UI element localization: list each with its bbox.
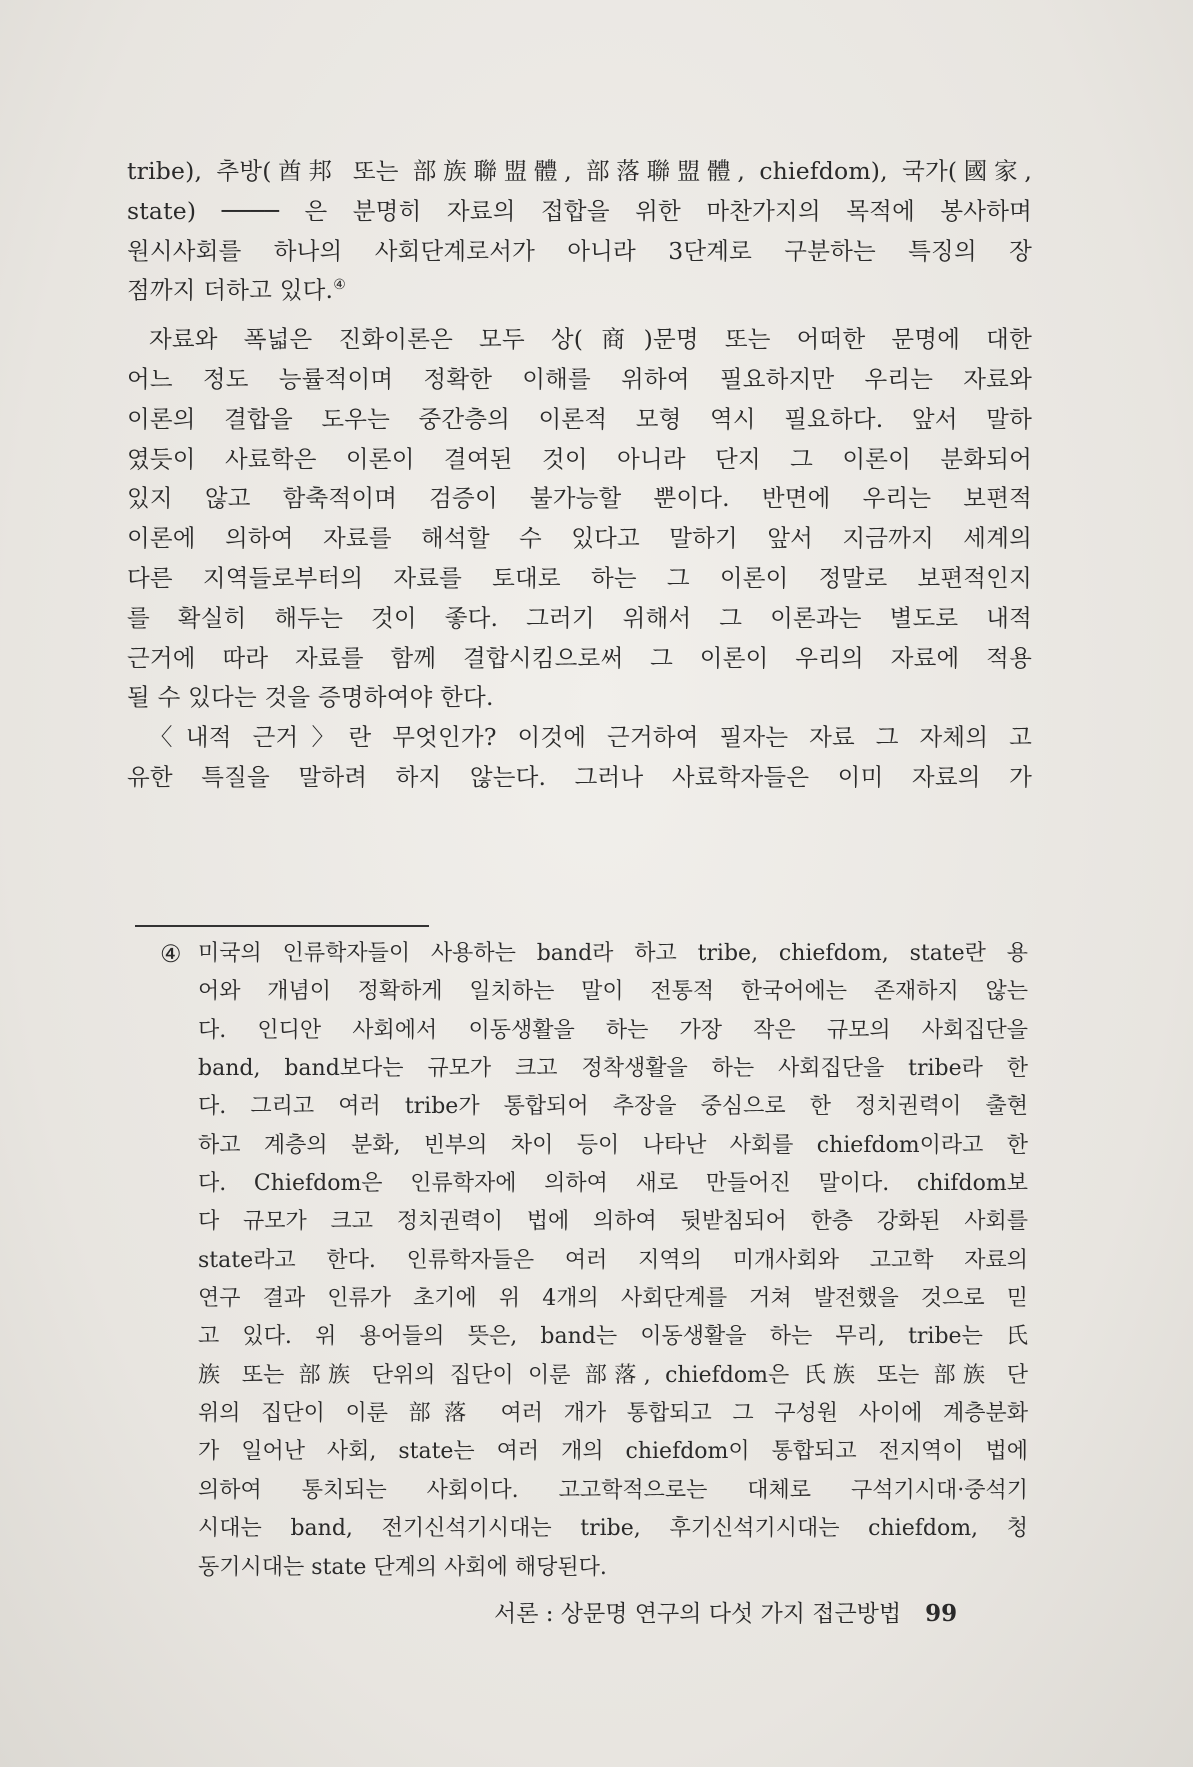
text-line: 될 수 있다는 것을 증명하여야 한다. xyxy=(127,683,494,712)
page-footer xyxy=(494,1595,957,1628)
running-title: 서론 : 상문명 연구의 다섯 가지 접근방법 xyxy=(494,1601,902,1627)
footnote-line: 다. Chiefdom은 인류학자에 의하여 새로 만들어진 말이다. chifdom보 xyxy=(198,1171,1028,1197)
footnote-line: 가 일어난 사회, state는 여러 개의 chiefdom이 통합되고 전지역이 법에 xyxy=(198,1439,1028,1465)
footnote-line: 시대는 band, 전기신석기시대는 tribe, 후기신석기시대는 chiefdom, 청 xyxy=(198,1516,1028,1542)
text-line: 다른 지역들로부터의 자료를 토대로 하는 그 이론이 정말로 보편적인지 xyxy=(127,563,1032,592)
text-line: tribe), 추방(酋邦 또는 部族聯盟體, 部落聯盟體, chiefdom), 국가(國家, xyxy=(127,157,1032,185)
text-line: 유한 특질을 말하려 하지 않는다. 그러나 사료학자들은 이미 자료의 가 xyxy=(127,762,1032,791)
footnote-line: 하고 계층의 분화, 빈부의 차이 등이 나타난 사회를 chiefdom이라고 한 xyxy=(198,1132,1028,1158)
footnote-line: 어와 개념이 정확하게 일치하는 말이 전통적 한국어에는 존재하지 않는 xyxy=(198,979,1028,1005)
footnote-line: 다. 그리고 여러 tribe가 통합되어 추장을 중심으로 한 정치권력이 출현 xyxy=(198,1094,1028,1120)
footnote-line: 고 있다. 위 용어들의 뜻은, band는 이동생활을 하는 무리, tribe는 氏 xyxy=(198,1324,1028,1350)
text-line: 근거에 따라 자료를 함께 결합시킴으로써 그 이론이 우리의 자료에 적용 xyxy=(127,643,1032,672)
text-line: 이론에 의하여 자료를 해석할 수 있다고 말하기 앞서 지금까지 세계의 xyxy=(127,524,1032,553)
text-line: 자료와 폭넓은 진화이론은 모두 상(商)문명 또는 어떠한 문명에 대한 xyxy=(149,325,1032,354)
page-number: 99 xyxy=(925,1600,958,1627)
text-line xyxy=(127,271,1032,311)
text-line: 원시사회를 하나의 사회단계로서가 아니라 3단계로 구분하는 특징의 장 xyxy=(127,236,1032,265)
footnote xyxy=(160,935,1028,1587)
text-line: 였듯이 사료학은 이론이 결여된 것이 아니라 단지 그 이론이 분화되어 xyxy=(127,444,1032,473)
footnote-line: 위의 집단이 이룬 部落 여러 개가 통합되고 그 구성원 사이에 계층분화 xyxy=(198,1401,1028,1427)
text-line: 〈내적 근거〉란 무엇인가? 이것에 근거하여 필자는 자료 그 자체의 고 xyxy=(149,723,1032,752)
footnote-line: band, band보다는 규모가 크고 정착생활을 하는 사회집단을 tribe라 한 xyxy=(198,1056,1028,1082)
footnote-line: 다. 인디안 사회에서 이동생활을 하는 가장 작은 규모의 사회집단을 xyxy=(198,1017,1028,1043)
footnote-reference: ④ xyxy=(333,277,346,294)
footnote-marker: ④ xyxy=(160,940,182,968)
text-line: 이론의 결합을 도우는 중간층의 이론적 모형 역시 필요하다. 앞서 말하 xyxy=(127,404,1032,433)
text-line: 있지 않고 함축적이며 검증이 불가능할 뿐이다. 반면에 우리는 보편적 xyxy=(127,484,1032,513)
text-line: 어느 정도 능률적이며 정확한 이해를 위하여 필요하지만 우리는 자료와 xyxy=(127,364,1032,393)
footnote-line: 다 규모가 크고 정치권력이 법에 의하여 뒷받침되어 한층 강화된 사회를 xyxy=(198,1209,1028,1235)
text-line: state) ──── 은 분명히 자료의 접합을 위한 마찬가지의 목적에 봉사하며 xyxy=(127,196,1032,225)
text-line-content: 점까지 더하고 있다. xyxy=(127,276,334,305)
footnote-line xyxy=(160,935,1028,973)
footnote-line: 연구 결과 인류가 초기에 위 4개의 사회단계를 거쳐 발전했을 것으로 믿 xyxy=(198,1286,1028,1312)
footnote-line: 族 또는 部族 단위의 집단이 이룬 部落, chiefdom은 氏族 또는 部族 단 xyxy=(198,1362,1028,1388)
text-line: 를 확실히 해두는 것이 좋다. 그러기 위해서 그 이론과는 별도로 내적 xyxy=(127,603,1032,632)
footnote-line: state라고 한다. 인류학자들은 여러 지역의 미개사회와 고고학 자료의 xyxy=(198,1247,1028,1273)
footnote-line: 동기시대는 state 단계의 사회에 해당된다. xyxy=(198,1554,607,1580)
body-text xyxy=(127,152,1032,798)
footnote-divider xyxy=(135,925,429,927)
footnote-line-text: 미국의 인류학자들이 사용하는 band라 하고 tribe, chiefdom, state란 용 xyxy=(198,941,1028,966)
footnote-line: 의하여 통치되는 사회이다. 고고학적으로는 대체로 구석기시대·중석기 xyxy=(198,1477,1028,1503)
